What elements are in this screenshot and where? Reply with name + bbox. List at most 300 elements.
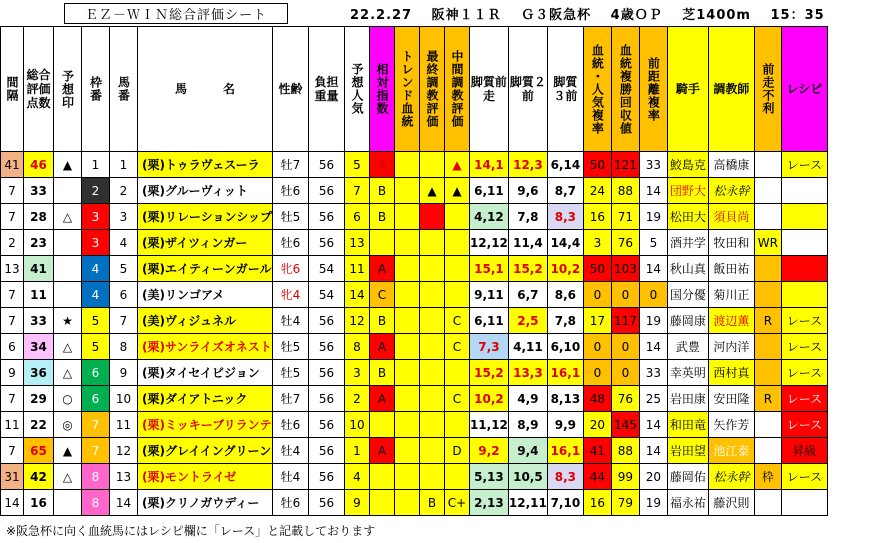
cell-final <box>419 152 444 178</box>
header-dist: 前距離複率 <box>639 27 667 152</box>
table-row[interactable] <box>1 152 828 178</box>
cell-dist: 14 <box>639 334 667 360</box>
cell-mark <box>54 178 82 204</box>
cell-jockey: 団野大 <box>667 178 708 204</box>
cell-weight: 56 <box>308 490 344 516</box>
cell-blood: 0 <box>583 334 611 360</box>
cell-trainer: 高橋康 <box>708 152 754 178</box>
cell-waku: 3 <box>82 204 110 230</box>
cell-trend <box>394 204 419 230</box>
cell-l3: 16,1 <box>547 360 583 386</box>
table-row[interactable] <box>1 490 828 516</box>
cell-trainer: 菊川正 <box>708 282 754 308</box>
cell-weight: 56 <box>308 334 344 360</box>
table-row[interactable] <box>1 230 828 256</box>
cell-weight: 56 <box>308 204 344 230</box>
cell-rel: A <box>369 256 394 282</box>
cell-weight: 54 <box>308 256 344 282</box>
cell-final <box>419 204 444 230</box>
cell-mid: D <box>444 438 469 464</box>
cell-jockey: 岩田康 <box>667 386 708 412</box>
cell-umaban: 5 <box>110 256 138 282</box>
cell-horse: (栗)ザイツィンガー <box>138 230 273 256</box>
cell-jockey: 酒井学 <box>667 230 708 256</box>
cell-weight: 56 <box>308 178 344 204</box>
cell-prev: R <box>754 386 781 412</box>
cell-final: B <box>419 490 444 516</box>
cell-rel: B <box>369 204 394 230</box>
cell-pop: 8 <box>344 334 369 360</box>
cell-horse: (栗)タイセイビジョン <box>138 360 273 386</box>
cell-umaban: 4 <box>110 230 138 256</box>
header-sex: 性齢 <box>272 27 308 152</box>
cell-interval: 6 <box>1 334 24 360</box>
cell-trainer: 矢作芳 <box>708 412 754 438</box>
cell-sex: 牡4 <box>272 464 308 490</box>
cell-bfuku: 0 <box>611 360 639 386</box>
cell-l1: 10,2 <box>469 386 508 412</box>
cell-trainer: 西村真 <box>708 360 754 386</box>
cell-l2: 13,3 <box>508 360 547 386</box>
cell-interval: 9 <box>1 360 24 386</box>
cell-prev: WR <box>754 230 781 256</box>
cell-trainer: 渡辺薫 <box>708 308 754 334</box>
cell-weight: 54 <box>308 282 344 308</box>
cell-jockey: 松田大 <box>667 204 708 230</box>
cell-score: 36 <box>24 360 54 386</box>
cell-blood: 41 <box>583 438 611 464</box>
cell-interval: 41 <box>1 152 24 178</box>
cell-waku: 2 <box>82 178 110 204</box>
cell-sex: 牡7 <box>272 386 308 412</box>
cell-l1: 7,3 <box>469 334 508 360</box>
cell-pop: 3 <box>344 360 369 386</box>
cell-l1: 5,13 <box>469 464 508 490</box>
cell-prev <box>754 438 781 464</box>
cell-pop: 13 <box>344 230 369 256</box>
cell-horse: (栗)グルーヴィット <box>138 178 273 204</box>
cell-blood: 0 <box>583 282 611 308</box>
cell-interval: 7 <box>1 178 24 204</box>
cell-blood: 44 <box>583 464 611 490</box>
cell-score: 42 <box>24 464 54 490</box>
cell-horse: (栗)モントライゼ <box>138 464 273 490</box>
cell-waku: 7 <box>82 438 110 464</box>
cell-mid: C <box>444 308 469 334</box>
cell-horse: (美)ヴィジュネル <box>138 308 273 334</box>
cell-l3: 9,9 <box>547 412 583 438</box>
cell-mid <box>444 464 469 490</box>
cell-weight: 56 <box>308 412 344 438</box>
cell-pop: 12 <box>344 308 369 334</box>
cell-bfuku: 71 <box>611 204 639 230</box>
cell-trend <box>394 490 419 516</box>
cell-pop: 4 <box>344 464 369 490</box>
cell-weight: 56 <box>308 360 344 386</box>
cell-umaban: 12 <box>110 438 138 464</box>
cell-score: 11 <box>24 282 54 308</box>
header-umaban: 馬番 <box>110 27 138 152</box>
cell-mid: C <box>444 386 469 412</box>
header-interval: 間隔 <box>1 27 24 152</box>
cell-l2: 15,2 <box>508 256 547 282</box>
cell-waku: 4 <box>82 256 110 282</box>
cell-l3: 10,2 <box>547 256 583 282</box>
header-mark: 予想印 <box>54 27 82 152</box>
cell-bfuku: 145 <box>611 412 639 438</box>
cell-l3: 8,3 <box>547 464 583 490</box>
cell-horse: (栗)エイティーンガール <box>138 256 273 282</box>
cell-pop: 14 <box>344 282 369 308</box>
cell-dist: 25 <box>639 386 667 412</box>
cell-l1: 14,1 <box>469 152 508 178</box>
cell-bfuku: 76 <box>611 230 639 256</box>
cell-waku: 3 <box>82 230 110 256</box>
cell-bfuku: 79 <box>611 490 639 516</box>
table-row[interactable] <box>1 386 828 412</box>
cell-mark: ◎ <box>54 412 82 438</box>
cell-score: 65 <box>24 438 54 464</box>
cell-weight: 56 <box>308 308 344 334</box>
cell-blood: 20 <box>583 412 611 438</box>
cell-l3: 7,8 <box>547 308 583 334</box>
cell-pop: 2 <box>344 386 369 412</box>
header-l3: 脚質３前 <box>547 27 583 152</box>
cell-l3: 16,1 <box>547 438 583 464</box>
cell-blood: 50 <box>583 256 611 282</box>
cell-bfuku: 99 <box>611 464 639 490</box>
cell-sex: 牝6 <box>272 256 308 282</box>
cell-dist: 19 <box>639 204 667 230</box>
cell-interval: 7 <box>1 386 24 412</box>
cell-trend <box>394 438 419 464</box>
cell-l3: 8,13 <box>547 386 583 412</box>
header-l1: 脚質前走 <box>469 27 508 152</box>
cell-score: 46 <box>24 152 54 178</box>
cell-jockey: 藤岡康 <box>667 308 708 334</box>
table-row[interactable] <box>1 204 828 230</box>
cell-l1: 9,2 <box>469 438 508 464</box>
cell-sex: 牡5 <box>272 204 308 230</box>
cell-final <box>419 256 444 282</box>
cell-l3: 14,4 <box>547 230 583 256</box>
cell-horse: (栗)リレーションシップ <box>138 204 273 230</box>
cell-dist: 14 <box>639 178 667 204</box>
cell-sex: 牡5 <box>272 334 308 360</box>
cell-prev <box>754 412 781 438</box>
cell-blood: 48 <box>583 386 611 412</box>
cell-mid <box>444 204 469 230</box>
sheet-title: ＥＺ－ＷＩＮ総合評価シート <box>64 3 288 24</box>
cell-l1: 2,13 <box>469 490 508 516</box>
cell-bfuku: 0 <box>611 334 639 360</box>
header-final: 最終調教評価 <box>419 27 444 152</box>
cell-l1: 9,11 <box>469 282 508 308</box>
cell-weight: 56 <box>308 464 344 490</box>
cell-bfuku: 88 <box>611 438 639 464</box>
cell-trainer: 藤沢則 <box>708 490 754 516</box>
cell-pop: 9 <box>344 490 369 516</box>
cell-mark <box>54 230 82 256</box>
cell-bfuku: 76 <box>611 386 639 412</box>
cell-jockey: 藤岡佑 <box>667 464 708 490</box>
cell-mid <box>444 230 469 256</box>
cell-recipe: レース <box>781 386 827 412</box>
cell-l1: 12,12 <box>469 230 508 256</box>
cell-mid <box>444 360 469 386</box>
cell-waku: 4 <box>82 282 110 308</box>
cell-dist: 20 <box>639 464 667 490</box>
cell-blood: 50 <box>583 152 611 178</box>
cell-horse: (栗)ミッキーブリランテ <box>138 412 273 438</box>
cell-interval: 7 <box>1 204 24 230</box>
cell-bfuku: 88 <box>611 178 639 204</box>
cell-trainer: 安田隆 <box>708 386 754 412</box>
cell-interval: 7 <box>1 308 24 334</box>
cell-umaban: 14 <box>110 490 138 516</box>
evaluation-table <box>0 26 828 516</box>
cell-trend <box>394 412 419 438</box>
cell-trend <box>394 178 419 204</box>
header-blood: 血統・人気複率 <box>583 27 611 152</box>
cell-interval: 7 <box>1 438 24 464</box>
cell-trainer: 松永幹 <box>708 178 754 204</box>
cell-sex: 牝4 <box>272 282 308 308</box>
cell-l3: 6,14 <box>547 152 583 178</box>
cell-recipe: レース <box>781 360 827 386</box>
cell-final <box>419 464 444 490</box>
cell-mark: △ <box>54 464 82 490</box>
cell-trend <box>394 230 419 256</box>
cell-recipe <box>781 230 827 256</box>
table-row[interactable] <box>1 412 828 438</box>
cell-l2: 6,7 <box>508 282 547 308</box>
cell-sex: 牡6 <box>272 412 308 438</box>
cell-trainer: 牧田和 <box>708 230 754 256</box>
cell-l2: 7,8 <box>508 204 547 230</box>
cell-trainer: 須貝尚 <box>708 204 754 230</box>
cell-pop: 1 <box>344 438 369 464</box>
cell-prev <box>754 152 781 178</box>
cell-umaban: 8 <box>110 334 138 360</box>
cell-prev: 枠 <box>754 464 781 490</box>
table-row[interactable] <box>1 464 828 490</box>
cell-sex: 牡4 <box>272 438 308 464</box>
cell-trend <box>394 256 419 282</box>
cell-waku: 1 <box>82 152 110 178</box>
cell-mid <box>444 412 469 438</box>
cell-recipe <box>781 256 827 282</box>
cell-blood: 16 <box>583 204 611 230</box>
cell-dist: 5 <box>639 230 667 256</box>
cell-l2: 11,4 <box>508 230 547 256</box>
cell-jockey: 和田竜 <box>667 412 708 438</box>
header-waku: 枠番 <box>82 27 110 152</box>
cell-waku: 5 <box>82 334 110 360</box>
cell-final <box>419 412 444 438</box>
cell-mark <box>54 256 82 282</box>
header-mid: 中間調教評価 <box>444 27 469 152</box>
header-trend: トレンド血統 <box>394 27 419 152</box>
table-body <box>1 152 828 516</box>
cell-waku: 8 <box>82 464 110 490</box>
cell-recipe: レース <box>781 464 827 490</box>
cell-jockey: 幸英明 <box>667 360 708 386</box>
footnote: ※阪急杯に向く血統馬にはレシピ欄に「レース」と記載しております <box>6 524 376 538</box>
cell-weight: 56 <box>308 438 344 464</box>
cell-sex: 牡6 <box>272 178 308 204</box>
table-row[interactable] <box>1 256 828 282</box>
cell-l1: 11,12 <box>469 412 508 438</box>
cell-l1: 15,2 <box>469 360 508 386</box>
cell-recipe <box>781 204 827 230</box>
cell-recipe <box>781 178 827 204</box>
cell-l2: 9,6 <box>508 178 547 204</box>
cell-interval: 11 <box>1 412 24 438</box>
cell-l1: 15,1 <box>469 256 508 282</box>
cell-mark: △ <box>54 360 82 386</box>
cell-dist: 14 <box>639 412 667 438</box>
cell-trend <box>394 152 419 178</box>
cell-jockey: 鮫島克 <box>667 152 708 178</box>
cell-mark: △ <box>54 334 82 360</box>
cell-umaban: 10 <box>110 386 138 412</box>
cell-prev <box>754 204 781 230</box>
cell-l1: 6,11 <box>469 178 508 204</box>
cell-umaban: 3 <box>110 204 138 230</box>
cell-horse: (栗)サンライズオネスト <box>138 334 273 360</box>
header-prev: 前走不利 <box>754 27 781 152</box>
cell-recipe: レース <box>781 334 827 360</box>
cell-horse: (栗)トゥラヴェスーラ <box>138 152 273 178</box>
cell-l2: 4,11 <box>508 334 547 360</box>
cell-umaban: 7 <box>110 308 138 334</box>
cell-l2: 12,11 <box>508 490 547 516</box>
cell-umaban: 11 <box>110 412 138 438</box>
cell-score: 28 <box>24 204 54 230</box>
cell-rel: B <box>369 308 394 334</box>
cell-final: ▲ <box>419 178 444 204</box>
table-row[interactable] <box>1 308 828 334</box>
cell-trend <box>394 360 419 386</box>
cell-pop: 7 <box>344 178 369 204</box>
cell-sex: 牡5 <box>272 360 308 386</box>
cell-mark: ▲ <box>54 152 82 178</box>
cell-bfuku: 117 <box>611 308 639 334</box>
cell-interval: 2 <box>1 230 24 256</box>
cell-umaban: 2 <box>110 178 138 204</box>
cell-l2: 2,5 <box>508 308 547 334</box>
cell-trainer: 飯田祐 <box>708 256 754 282</box>
cell-rel: B <box>369 360 394 386</box>
cell-score: 29 <box>24 386 54 412</box>
header-weight: 負担重量 <box>308 27 344 152</box>
header-trainer: 調教師 <box>708 27 754 152</box>
cell-jockey: 秋山真 <box>667 256 708 282</box>
cell-l3: 8,6 <box>547 282 583 308</box>
cell-umaban: 1 <box>110 152 138 178</box>
cell-rel: A <box>369 334 394 360</box>
cell-rel: C <box>369 282 394 308</box>
cell-trend <box>394 464 419 490</box>
cell-horse: (栗)ダイアトニック <box>138 386 273 412</box>
cell-pop: 6 <box>344 204 369 230</box>
cell-umaban: 6 <box>110 282 138 308</box>
table-row[interactable] <box>1 360 828 386</box>
cell-l3: 8,3 <box>547 204 583 230</box>
table-row[interactable] <box>1 334 828 360</box>
cell-waku: 7 <box>82 412 110 438</box>
cell-umaban: 13 <box>110 464 138 490</box>
cell-waku: 5 <box>82 308 110 334</box>
cell-jockey: 武豊 <box>667 334 708 360</box>
cell-sex: 牡7 <box>272 152 308 178</box>
cell-dist: 0 <box>639 282 667 308</box>
cell-l1: 6,11 <box>469 308 508 334</box>
cell-prev <box>754 282 781 308</box>
cell-blood: 0 <box>583 360 611 386</box>
cell-score: 41 <box>24 256 54 282</box>
cell-prev <box>754 334 781 360</box>
table-header-row <box>1 27 828 152</box>
cell-blood: 17 <box>583 308 611 334</box>
table-row[interactable] <box>1 438 828 464</box>
cell-score: 16 <box>24 490 54 516</box>
cell-score: 23 <box>24 230 54 256</box>
table-row[interactable] <box>1 178 828 204</box>
cell-interval: 13 <box>1 256 24 282</box>
cell-mid: C <box>444 334 469 360</box>
cell-prev <box>754 256 781 282</box>
cell-bfuku: 121 <box>611 152 639 178</box>
cell-dist: 19 <box>639 308 667 334</box>
cell-dist: 19 <box>639 490 667 516</box>
cell-prev <box>754 360 781 386</box>
table-row[interactable] <box>1 282 828 308</box>
cell-l2: 4,9 <box>508 386 547 412</box>
cell-trend <box>394 386 419 412</box>
cell-dist: 33 <box>639 360 667 386</box>
cell-horse: (美)リンゴアメ <box>138 282 273 308</box>
cell-trend <box>394 282 419 308</box>
header-bfuku: 血統複勝回収値 <box>611 27 639 152</box>
cell-trainer: 池江泰 <box>708 438 754 464</box>
cell-dist: 33 <box>639 152 667 178</box>
cell-pop: 5 <box>344 152 369 178</box>
cell-bfuku: 103 <box>611 256 639 282</box>
cell-blood: 24 <box>583 178 611 204</box>
cell-trainer: 河内洋 <box>708 334 754 360</box>
cell-prev <box>754 490 781 516</box>
header-pop: 予想人気 <box>344 27 369 152</box>
cell-blood: 3 <box>583 230 611 256</box>
cell-waku: 8 <box>82 490 110 516</box>
cell-recipe <box>781 282 827 308</box>
cell-final <box>419 282 444 308</box>
cell-score: 34 <box>24 334 54 360</box>
cell-recipe: レース <box>781 308 827 334</box>
cell-rel <box>369 412 394 438</box>
cell-rel: A <box>369 152 394 178</box>
cell-mid: ▲ <box>444 152 469 178</box>
cell-mark: ▲ <box>54 438 82 464</box>
header-l2: 脚質２前 <box>508 27 547 152</box>
cell-recipe <box>781 490 827 516</box>
cell-jockey: 岩田望 <box>667 438 708 464</box>
cell-mark: ★ <box>54 308 82 334</box>
cell-mark: △ <box>54 204 82 230</box>
header-score: 総合評価点数 <box>24 27 54 152</box>
